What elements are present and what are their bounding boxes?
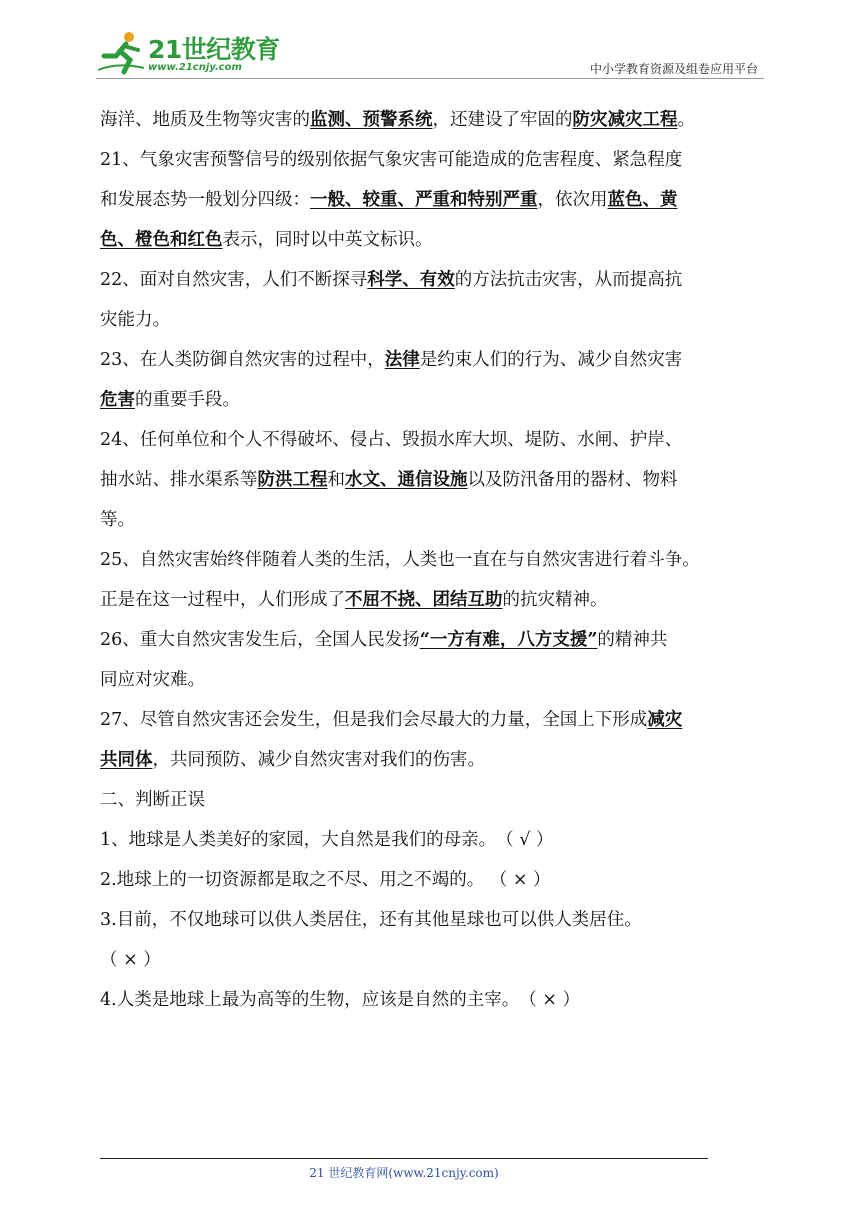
text-line: 抽水站、排水渠系等防洪工程和水文、通信设施以及防汛备用的器材、物料: [100, 470, 678, 490]
answer-text: 减灾: [647, 710, 683, 730]
answer-text: 防洪工程: [257, 470, 328, 490]
question-line: （ × ）: [100, 950, 161, 970]
document-body: [100, 100, 762, 1020]
text-line: 25、自然灾害始终伴随着人类的生活，人类也一直在与自然灾害进行着斗争。: [100, 550, 700, 570]
text-line: 正是在这一过程中，人们形成了不屈不挠、团结互助的抗灾精神。: [100, 590, 608, 610]
text-line: 26、重大自然灾害发生后，全国人民发扬“一方有难，八方支援”的精神共: [100, 630, 668, 650]
question-line: 3.目前，不仅地球可以供人类居住，还有其他星球也可以供人类居住。: [100, 910, 642, 930]
text-line: 等。: [100, 510, 135, 530]
text-line: 同应对灾难。: [100, 670, 205, 690]
answer-text: 水文、通信设施: [345, 470, 468, 490]
text-line: 27、尽管自然灾害还会发生，但是我们会尽最大的力量，全国上下形成减灾: [100, 710, 683, 730]
runner-logo-icon: [96, 30, 146, 76]
answer-text: 科学、有效: [367, 270, 455, 290]
answer-text: 共同体: [100, 750, 153, 770]
answer-text: 色、橙色和红色: [100, 230, 223, 250]
header-divider: [96, 78, 764, 79]
answer-text: 防灾减灾工程: [572, 110, 678, 130]
text-line: 21、气象灾害预警信号的级别依据气象灾害可能造成的危害程度、紧急程度: [100, 150, 683, 170]
text-line: 灾能力。: [100, 310, 170, 330]
text-line: 危害的重要手段。: [100, 390, 240, 410]
answer-text: 一般、较重、严重和特别严重: [310, 190, 538, 210]
text-line: 色、橙色和红色表示，同时以中英文标识。: [100, 230, 433, 250]
platform-label: 中小学教育资源及组卷应用平台: [589, 62, 758, 76]
site-logo: [96, 30, 280, 76]
text-line: 22、面对自然灾害，人们不断探寻科学、有效的方法抗击灾害，从而提高抗: [100, 270, 683, 290]
section-heading: 二、判断正误: [100, 790, 205, 810]
text-line: 24、任何单位和个人不得破坏、侵占、毁损水库大坝、堤防、水闸、护岸、: [100, 430, 683, 450]
text-line: 和发展态势一般划分四级：一般、较重、严重和特别严重，依次用蓝色、黄: [100, 190, 678, 210]
footer-divider: [100, 1158, 708, 1159]
answer-text: 危害: [100, 390, 135, 410]
answer-text: 法律: [384, 350, 420, 370]
answer-text: 蓝色、黄: [607, 190, 678, 210]
answer-text: 不屈不挠、团结互助: [345, 590, 503, 610]
page-header: [96, 30, 764, 78]
answer-text: 监测、预警系统: [310, 110, 433, 130]
question-line: 4.人类是地球上最为高等的生物，应该是自然的主宰。 （ × ）: [100, 990, 580, 1010]
answer-text: “一方有难，八方支援”: [419, 630, 598, 650]
text-line: 23、在人类防御自然灾害的过程中，法律是约束人们的行为、减少自然灾害: [100, 350, 683, 370]
text-line: 海洋、地质及生物等灾害的监测、预警系统，还建设了牢固的防灾减灾工程。: [100, 110, 695, 130]
text-line: 共同体，共同预防、减少自然灾害对我们的伤害。: [100, 750, 485, 770]
logo-text: 21世纪教育: [148, 35, 280, 64]
question-line: 2.地球上的一切资源都是取之不尽、用之不竭的。 （ × ）: [100, 870, 551, 890]
question-line: 1、地球是人类美好的家园，大自然是我们的母亲。 （ √ ）: [100, 830, 554, 850]
logo-url: www.21cnjy.com: [148, 62, 242, 73]
page-footer: 21 世纪教育网(www.21cnjy.com): [309, 1166, 499, 1180]
